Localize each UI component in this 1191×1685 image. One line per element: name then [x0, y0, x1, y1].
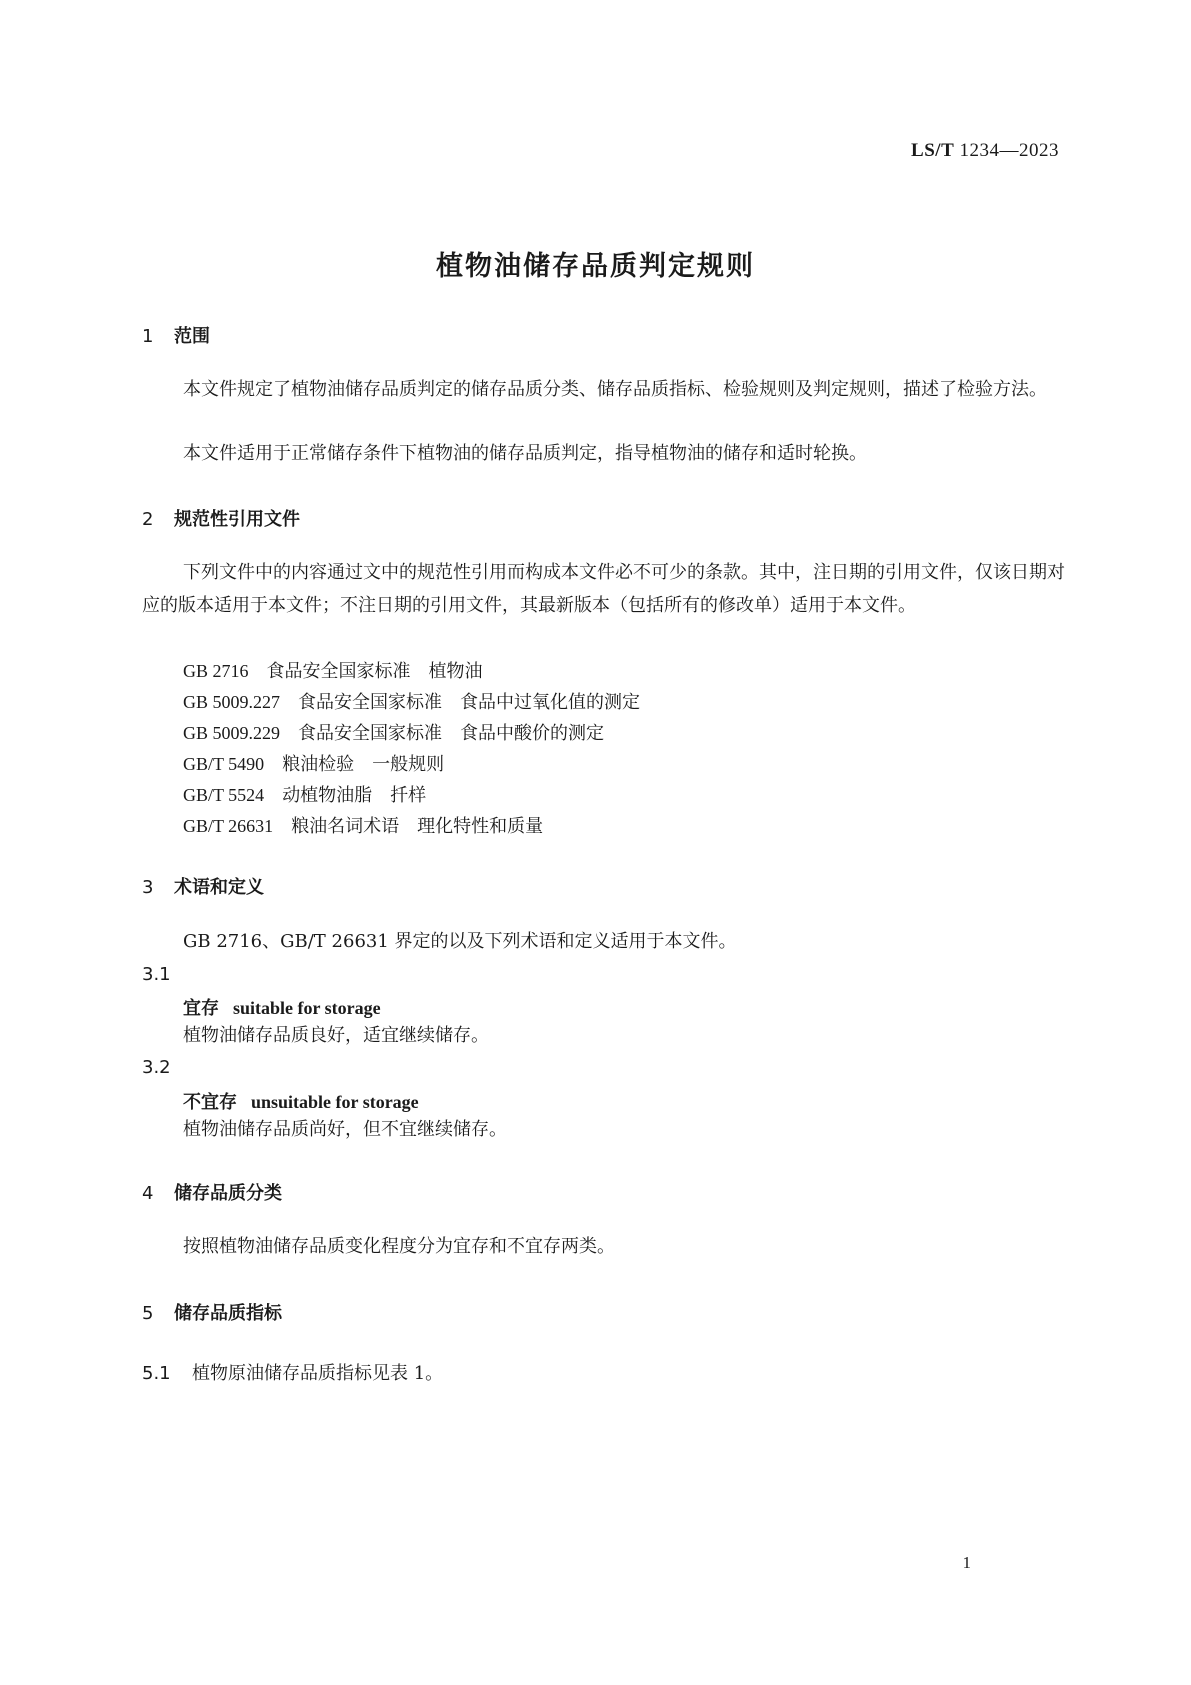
term-number: 3.1 [142, 964, 171, 985]
section-3-heading: 3 术语和定义 [142, 877, 264, 898]
reference-item: GB 5009.229 食品安全国家标准 食品中酸价的测定 [183, 723, 605, 744]
term-definition: 植物油储存品质尚好，但不宜继续储存。 [183, 1119, 507, 1140]
section-4-heading: 4 储存品质分类 [142, 1183, 282, 1204]
term-definition: 植物油储存品质良好，适宜继续储存。 [183, 1025, 489, 1046]
section-2-intro: 下列文件中的内容通过文中的规范性引用而构成本文件必不可少的条款。其中，注日期的引用文件，仅该日期对应的版本适用于本文件；不注日期的引用文件，其最新版本（包括所有的修改单）适用于本文件。 [142, 562, 1065, 616]
document-title: 植物油储存品质判定规则 [436, 251, 755, 282]
reference-item: GB/T 5524 动植物油脂 扦样 [183, 785, 427, 806]
page-number: 1 [962, 1553, 971, 1572]
section-4-paragraph: 按照植物油储存品质变化程度分为宜存和不宜存两类。 [183, 1236, 615, 1257]
term-number: 3.2 [142, 1057, 171, 1078]
reference-item: GB/T 26631 粮油名词术语 理化特性和质量 [183, 816, 544, 837]
reference-item: GB/T 5490 粮油检验 一般规则 [183, 754, 445, 775]
reference-item: GB 2716 食品安全国家标准 植物油 [183, 661, 483, 682]
section-1-paragraph-2: 本文件适用于正常储存条件下植物油的储存品质判定，指导植物油的储存和适时轮换。 [183, 443, 867, 464]
reference-item: GB 5009.227 食品安全国家标准 食品中过氧化值的测定 [183, 692, 641, 713]
section-2-heading: 2 规范性引用文件 [142, 509, 300, 530]
term-name: 不宜存 unsuitable for storage [183, 1092, 419, 1113]
section-1-heading: 1 范围 [142, 326, 210, 347]
standard-number: LS/T 1234—2023 [911, 140, 1059, 161]
term-name: 宜存 suitable for storage [183, 998, 381, 1019]
section-1-paragraph-1: 本文件规定了植物油储存品质判定的储存品质分类、储存品质指标、检验规则及判定规则，描述了检验方法。 [183, 379, 1047, 400]
section-5-heading: 5 储存品质指标 [142, 1303, 282, 1324]
clause-5-1: 5.1 植物原油储存品质指标见表 1。 [142, 1363, 444, 1384]
section-3-intro: GB 2716、GB/T 26631 界定的以及下列术语和定义适用于本文件。 [183, 931, 737, 952]
